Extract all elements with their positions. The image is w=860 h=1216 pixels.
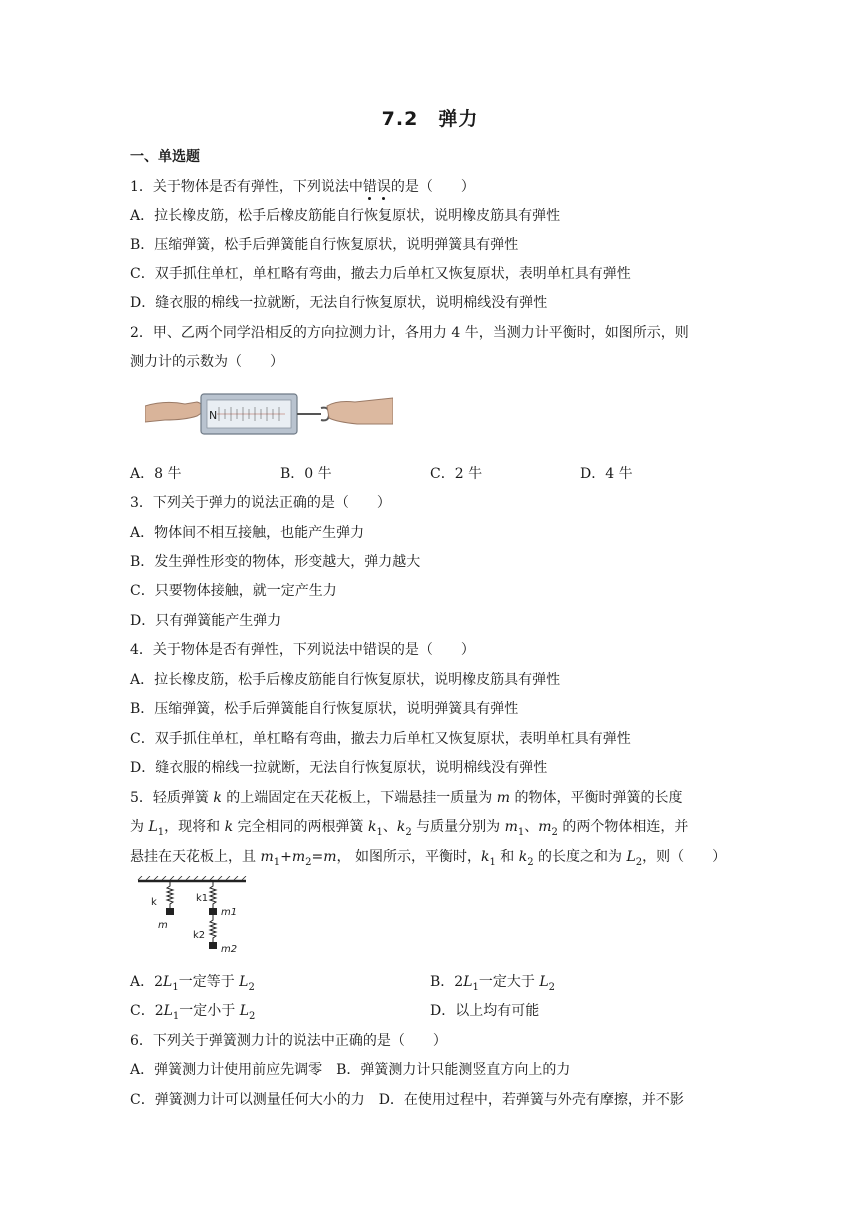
q5-symbol: L	[163, 974, 173, 990]
q5-text: ，则（ ）	[642, 849, 727, 865]
q5-subscript: 1	[489, 856, 496, 868]
q4-option-b[interactable]: B．压缩弹簧，松手后弹簧能自行恢复原状，说明弹簧具有弹性	[130, 701, 519, 717]
q5-subscript: 2	[405, 826, 412, 838]
q5-symbol: L	[163, 1003, 173, 1019]
q1-option-d[interactable]: D．缝衣服的棉线一拉就断，无法自行恢复原状，说明棉线没有弹性	[130, 295, 548, 311]
q6-options-cd[interactable]: C．弹簧测力计可以测量任何大小的力 D．在使用过程中，若弹簧与外壳有摩擦，并不影	[130, 1092, 684, 1108]
q5-subscript: 1	[172, 981, 179, 993]
q3-option-a[interactable]: A．物体间不相互接触，也能产生弹力	[130, 525, 365, 541]
q5-text: +	[280, 849, 292, 865]
q3-option-d[interactable]: D．只有弹簧能产生弹力	[130, 613, 282, 629]
q5-text: 、	[524, 819, 539, 835]
q1-stem-text: 1．关于物体是否有弹性，下列说法中	[130, 179, 363, 195]
q5-symbol: L	[626, 849, 636, 865]
q5-text: ，现将和	[164, 819, 225, 835]
q6-stem: 6．下列关于弹簧测力计的说法中正确的是（ ）	[130, 1033, 447, 1049]
q5-option-text: 一定等于	[178, 974, 240, 990]
q3-stem: 3．下列关于弹力的说法正确的是（ ）	[130, 495, 391, 511]
q5-symbol: L	[148, 819, 158, 835]
q5-stem-line3	[130, 846, 726, 868]
q1-emphasis-char: 误	[376, 179, 391, 195]
spring-diagram-figure	[136, 876, 248, 960]
q1-option-a[interactable]: A．拉长橡皮筋，松手后橡皮筋能自行恢复原状，说明橡皮筋具有弹性	[130, 208, 561, 224]
q5-symbol: k	[224, 819, 234, 835]
q5-symbol: k	[367, 819, 377, 835]
q2-stem-line2: 测力计的示数为（ ）	[130, 354, 284, 370]
q5-subscript: 2	[551, 826, 558, 838]
q5-subscript: 1	[472, 981, 479, 993]
mass-m-label: m	[158, 920, 168, 931]
q5-text: =	[311, 849, 324, 865]
q5-subscript: 2	[635, 856, 643, 868]
q5-symbol: L	[239, 974, 249, 990]
q2-option-c[interactable]: C．2 牛	[430, 466, 483, 482]
q5-subscript: 1	[376, 826, 383, 838]
q5-symbol: m	[538, 819, 552, 835]
q5-text: 悬挂在天花板上，且	[130, 849, 261, 865]
q5-subscript: 2	[305, 856, 312, 868]
q5-symbol: L	[539, 974, 549, 990]
q5-symbol: k	[480, 849, 490, 865]
q5-text: 的两个物体相连，并	[557, 819, 689, 835]
q5-option-text: B．2	[430, 974, 464, 990]
q5-subscript: 1	[517, 826, 525, 838]
page-title: 7.2 弹力	[381, 108, 479, 130]
q5-subscript: 2	[527, 856, 534, 868]
q5-option-text: 一定小于	[179, 1003, 240, 1019]
q5-symbol: k	[213, 790, 222, 806]
q5-symbol: m	[504, 819, 518, 835]
q1-option-b[interactable]: B．压缩弹簧，松手后弹簧能自行恢复原状，说明弹簧具有弹性	[130, 237, 519, 253]
q5-symbol: k	[518, 849, 528, 865]
q5-option-b[interactable]	[430, 971, 555, 993]
q5-subscript: 2	[548, 981, 555, 993]
q5-text: 完全相同的两根弹簧	[233, 819, 368, 835]
q1-stem-tail: 的是（ ）	[390, 179, 475, 195]
q5-symbol: m	[496, 790, 511, 806]
q4-option-c[interactable]: C．双手抓住单杠，单杠略有弯曲，撤去力后单杠又恢复原状，表明单杠具有弹性	[130, 731, 631, 747]
q5-symbol: m	[323, 849, 337, 865]
mass-m2-label: m2	[221, 944, 238, 955]
q5-symbol: m	[260, 849, 274, 865]
scale-unit-label: N	[209, 409, 218, 422]
q5-symbol: L	[239, 1003, 250, 1019]
q3-option-c[interactable]: C．只要物体接触，就一定产生力	[130, 583, 337, 599]
spring-scale-figure	[145, 390, 393, 438]
q5-option-a[interactable]	[130, 971, 255, 993]
q5-option-c[interactable]	[130, 1000, 255, 1022]
q2-stem-line1: 2．甲、乙两个同学沿相反的方向拉测力计，各用力 4 牛，当测力计平衡时，如图所示，则	[130, 325, 689, 341]
q5-text: 的上端固定在天花板上，下端悬挂一质量为	[221, 790, 497, 806]
q4-option-d[interactable]: D．缝衣服的棉线一拉就断，无法自行恢复原状，说明棉线没有弹性	[130, 760, 548, 776]
q5-symbol: m	[291, 849, 306, 865]
spring-k-label: k	[151, 897, 157, 908]
q1-option-c[interactable]: C．双手抓住单杠，单杠略有弯曲，撤去力后单杠又恢复原状，表明单杠具有弹性	[130, 266, 631, 282]
q5-text: 、	[382, 819, 397, 835]
q5-subscript: 2	[248, 981, 255, 993]
q5-subscript: 1	[157, 826, 165, 838]
q5-text: 与质量分别为	[411, 819, 505, 835]
q6-options-ab[interactable]: A．弹簧测力计使用前应先调零 B．弹簧测力计只能测竖直方向上的力	[130, 1062, 571, 1078]
q5-stem-line1	[130, 787, 682, 807]
spring-k2-label: k2	[193, 930, 206, 941]
q1-emphasis-char: 错	[362, 179, 377, 195]
q5-text: 5．轻质弹簧	[130, 790, 214, 806]
mass-m1-label: m1	[221, 907, 238, 918]
q5-option-text: A．2	[130, 974, 164, 990]
q3-option-b[interactable]: B．发生弹性形变的物体，形变越大，弹力越大	[130, 554, 421, 570]
q5-subscript: 1	[273, 856, 281, 868]
q5-option-text: C．2	[130, 1003, 164, 1019]
q5-option-d[interactable]: D．以上均有可能	[430, 1003, 540, 1019]
q5-text: 的物体，平衡时弹簧的长度	[510, 790, 683, 806]
spring-k1-label: k1	[196, 893, 209, 904]
q5-text: 为	[130, 819, 149, 835]
q5-text: 和	[495, 849, 519, 865]
q2-option-d[interactable]: D．4 牛	[580, 466, 633, 482]
q2-option-a[interactable]: A．8 牛	[130, 466, 182, 482]
q5-stem-line2	[130, 816, 688, 838]
q2-option-b[interactable]: B．0 牛	[280, 466, 332, 482]
q1-stem	[130, 176, 475, 196]
q5-subscript: 2	[249, 1010, 256, 1022]
q5-symbol: k	[396, 819, 406, 835]
q4-option-a[interactable]: A．拉长橡皮筋，松手后橡皮筋能自行恢复原状，说明橡皮筋具有弹性	[130, 672, 561, 688]
q5-subscript: 1	[172, 1010, 180, 1022]
q5-symbol: L	[463, 974, 473, 990]
section-heading: 一、单选题	[130, 149, 200, 165]
q5-text: 的长度之和为	[533, 849, 627, 865]
q5-option-text: 一定大于	[478, 974, 540, 990]
q4-stem: 4．关于物体是否有弹性，下列说法中错误的是（ ）	[130, 642, 475, 658]
q5-text: ， 如图所示，平衡时，	[336, 849, 481, 865]
